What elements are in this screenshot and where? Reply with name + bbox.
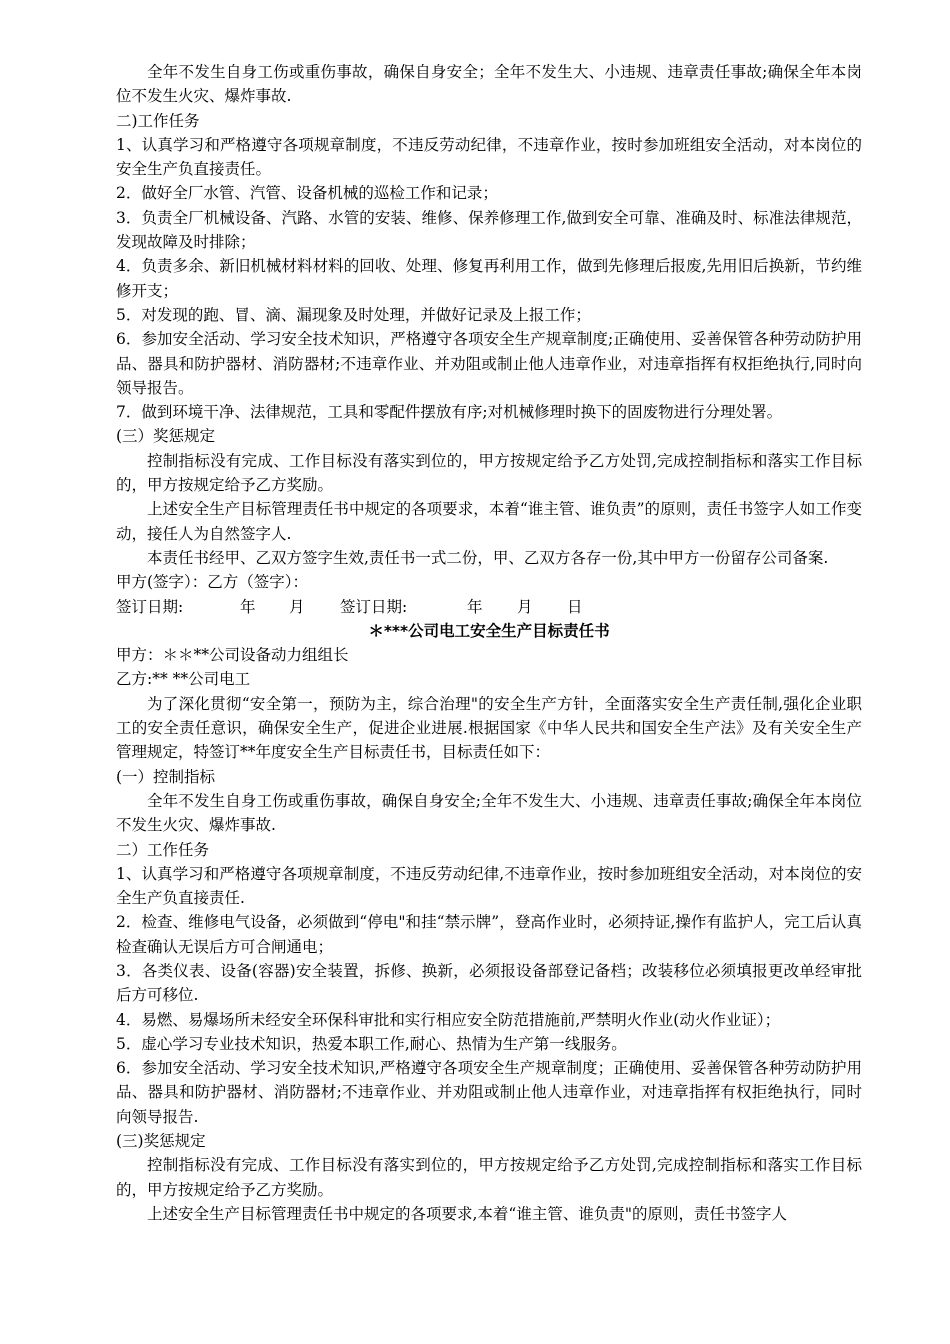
year-label: 年 — [467, 597, 483, 616]
document-title: ＊***公司电工安全生产目标责任书 — [368, 621, 610, 640]
signing-date-label: 签订日期: — [116, 597, 184, 616]
task-item: 5．虚心学习专业技术知识，热爱本职工作,耐心、热情为生产第一线服务。 — [116, 1034, 627, 1053]
rewards-text: 控制指标没有完成、工作目标没有落实到位的，甲方按规定给予乙方处罚,完成控制指标和落实工作目标的，甲方按规定给予乙方奖励。 — [116, 1156, 862, 1199]
control-indicator-text: 全年不发生自身工伤或重伤事故，确保自身安全；全年不发生大、小违规、违章责任事故;确保全年本岗位不发生火灾、爆炸事故. — [116, 63, 862, 106]
task-item: 7．做到环境干净、法律规范，工具和零配件摆放有序;对机械修理时换下的固废物进行分理处署。 — [116, 403, 783, 422]
party-a: 甲方：＊＊**公司设备动力组组长 — [116, 646, 349, 665]
task-item: 5．对发现的跑、冒、滴、漏现象及时处理，并做好记录及上报工作； — [116, 305, 591, 324]
section-heading-tasks: 二)工作任务 — [116, 111, 200, 130]
task-item: 4．负责多余、新旧机械材料材料的回收、处理、修复再利用工作，做到先修理后报废,先用旧后换新，节约维修开支； — [116, 257, 862, 300]
signing-date-line — [116, 595, 862, 619]
task-item: 4．易燃、易爆场所未经安全环保科审批和实行相应安全防范措施前,严禁明火作业(动火作业证）； — [116, 1010, 781, 1029]
task-item: 3．负责全厂机械设备、汽路、水管的安装、维修、保养修理工作,做到安全可靠、准确及时、标准法律规范，发现故障及时排除； — [116, 208, 862, 252]
task-item: 2．做好全厂水管、汽管、设备机械的巡检工作和记录； — [116, 184, 498, 203]
section-heading-control: (一）控制指标 — [116, 767, 216, 786]
control-indicator-text: 全年不发生自身工伤或重伤事故，确保自身安全;全年不发生大、小违规、违章责任事故;确保全年本岗位不发生火灾、爆炸事故. — [116, 791, 862, 835]
task-item: 6．参加安全活动、学习安全技术知识,严格遵守各项安全生产规章制度；正确使用、妥善保管各种劳动防护用品、器具和防护器材、消防器材;不违章作业、并劝阻或制止他人违章作业，对违章指挥有权拒绝执行，同时向领导报告. — [116, 1059, 862, 1126]
signing-date-label: 签订日期: — [340, 597, 408, 616]
month-label: 月 — [517, 597, 533, 616]
document-body — [116, 60, 862, 1226]
task-item: 6．参加安全活动、学习安全技术知识，严格遵守各项安全生产规章制度;正确使用、妥善保管各种劳动防护用品、器具和防护器材、消防器材;不违章作业、并劝阻或制止他人违章作业，对违章指挥有权拒绝执行,同时向领导报告。 — [116, 330, 862, 397]
signature-line: 甲方(签字）：乙方（签字）： — [116, 573, 309, 592]
year-label: 年 — [240, 597, 256, 616]
clause-paragraph: 上述安全生产目标管理责任书中规定的各项要求，本着“谁主管、谁负责”的原则，责任书签字人如工作变动，接任人为自然签字人. — [116, 500, 862, 543]
section-heading-rewards: (三）奖惩规定 — [116, 427, 216, 446]
day-label: 日 — [567, 597, 583, 616]
month-label: 月 — [289, 597, 305, 616]
task-item: 1、认真学习和严格遵守各项规章制度，不违反劳动纪律，不违章作业，按时参加班组安全活动，对本岗位的安全生产负直接责任。 — [116, 135, 862, 179]
party-b: 乙方:** **公司电工 — [116, 670, 251, 689]
preamble-paragraph: 为了深化贯彻“安全第一，预防为主，综合治理"的安全生产方针，全面落实安全生产责任制,强化企业职工的安全责任意识，确保安全生产，促进企业进展.根据国家《中华人民共和国安全生产法》及有关安全生产管理规定，特签订**年度安全生产目标责任书，目标责任如下： — [116, 694, 862, 762]
task-item: 2．检查、维修电气设备，必须做到“停电"和挂“禁示牌”，登高作业时，必须持证,操作有监护人，完工后认真检查确认无误后方可合闸通电； — [116, 913, 862, 956]
task-item: 1、认真学习和严格遵守各项规章制度，不违反劳动纪律,不违章作业，按时参加班组安全活动，对本岗位的安全生产负直接责任. — [116, 864, 862, 908]
clause-paragraph: 本责任书经甲、乙双方签字生效,责任书一式二份，甲、乙双方各存一份,其中甲方一份留存公司备案. — [147, 548, 829, 567]
section-heading-rewards: (三)奖惩规定 — [116, 1132, 206, 1151]
rewards-text: 控制指标没有完成、工作目标没有落实到位的，甲方按规定给予乙方处罚,完成控制指标和落实工作目标的，甲方按规定给予乙方奖励。 — [116, 451, 862, 495]
clause-paragraph: 上述安全生产目标管理责任书中规定的各项要求,本着“谁主管、谁负责"的原则，责任书签字人 — [147, 1204, 787, 1223]
task-item: 3．各类仪表、设备(容器)安全装置，拆修、换新，必须报设备部登记备档；改装移位必须填报更改单经审批后方可移位. — [116, 961, 862, 1005]
section-heading-tasks: 二）工作任务 — [116, 840, 210, 859]
